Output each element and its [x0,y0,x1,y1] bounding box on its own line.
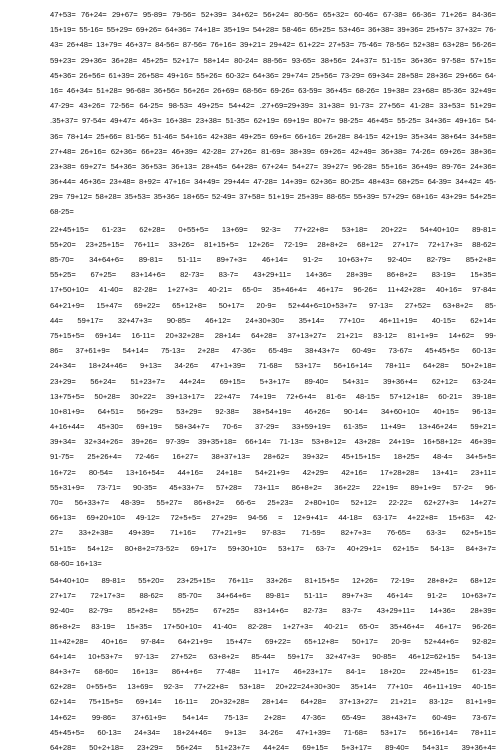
problem-row: 27= 33+2+38= 49+39= 71+16= 77+21+9= 97-83= 71-59= 82+7+3= 76-65= 63-3= 62+5+15= [50,528,496,538]
problem-row: 22+45+15= 61-23= 62+28= 0+55+5= 13+69= 92-3= 77+22+8= 53+18= 20+22= 54+40+10= 89-81= [50,224,496,234]
problem-row: 23+29= 56+24= 51+23+7= 44+24= 69+15= 5+3+17= 89-40= 54+31= 39+36+4= 62+12= 63-24= [50,376,496,386]
problem-row: 66+13= 69+20+10= 49-12= 72+5+5= 27+29= 94-56 = 12+9+41= 44-18= 63-17= 4+22+8= 15+63= 42- [50,513,496,523]
problem-row: 4+16+44= 45+30= 69+19= 58+34+7= 70-6= 37-29= 33+59+19= 61-35= 11+49= 13+46+24= 59+21= [50,422,496,432]
problem-row: 27+48= 26+16= 62+36= 66+23= 46+39= 42-28= 27+26= 81-69= 38+39= 69+26= 42+49= 36+38= 74-26= 69+26= 38+36= [50,146,496,156]
problem-row: 23+38= 69+27= 54+36= 36+53= 36+13= 28+45= 64+28= 67+24= 54+27= 39+27= 96-28= 55+16= 36+49= 89-76= 24+36= [50,161,496,171]
problem-row: 64+21+9= 15+47= 69+22= 65+12+8= 50+17= 20-9= 52+44+6=10+53+7= 97-13= 27+52= 63+8+2= 85- [50,300,496,310]
problem-row: 45+45+5= 60-13= 24+34= 18+24+46= 9+13= 34-26= 47+1+39= 71-68= 53+17= 56+16+14= 78+11= [50,727,496,737]
problem-row: 85-70= 34+64+6= 89-81= 51-11= 89+7+3= 46+14= 91-2= 10+63+7= 92-40= 82-79= 85+2+8= [50,255,496,264]
problem-block-1 [0,7,500,220]
problem-row: 68-60= 16+13= [50,558,102,568]
problem-row: 45+36= 26+56= 61+39= 26+58= 49+16= 55+26= 60-32= 64+36= 29+74= 25+56= 73-29= 69+34= 28+58= 28+36= 29+66= 64- [50,70,496,80]
problem-row: 24+34= 18+24+46= 9+13= 34-26= 47+1+39= 71-68= 53+17= 56+16+14= 78+11= 64+28= 50+2+18= [50,361,496,371]
problem-row: 62+14= 75+15+5= 69+14= 16-11= 20+32+28= 28+14= 64+28= 37+13+27= 21+21= 83-12= 81+1+9= [50,697,496,707]
problem-row: 68-25= [50,207,74,217]
problem-row: 92-40= 82-79= 85+2+8= 55+25= 67+25= 83+14+6= 82-73= 83-7= 43+29+11= 14+36= 28+39= [50,606,496,616]
problem-row: 27+17= 72+17+3= 88-62= 85-70= 34+64+6= 89-81= 51-11= 89+7+3= 46+14= 91-2= 10+63+7= [50,591,496,601]
problem-row: .35+37= 97-54= 49+47= 46+3= 16+38= 23+38= 51-35= 62+19= 69+19= 80+7= 98-25= 46+45= 55-25= 34+36= 49+16= 54- [50,116,496,126]
problem-row: 11+42+28= 40+16= 97-84= 64+21+9= 15+47= 69+22= 65+12+8= 50+17= 20-9= 52+44+6= 92-82= [50,636,496,646]
problem-row: 36= 78+14= 25+66= 81-56= 51-46= 54+16= 42+38= 49+25= 69+6= 66+16= 26+28= 84-15= 42+19= 35+34= 38+64= 34+58= [50,131,496,141]
problem-row: 86= 37+61+9= 54+14= 75-13= 2+28= 47-36= 65-49= 38+43+7= 60-49= 73-67= 45+45+5= 60-13= [50,346,496,356]
problem-row: 44= 59+17= 32+47+3= 90-85= 46+12= 24+30+30= 35+14= 77+10= 46+11+19= 40-15= 62+14= [50,315,496,325]
problem-row: 75+15+5= 69+14= 16-11= 20+32+28= 28+14= 64+28= 37+13+27= 21+21= 83-12= 81+1+9= 14+62= 99- [50,330,496,340]
problem-row: 29= 79+12= 58+28= 35+53= 35+36= 18+65= 52-49= 37+58= 51+19= 25+39= 88-65= 55+39= 57+29= 68+16= 43+29= 54+25= [50,192,496,202]
problem-row: 64+28= 50+2+18= 23+29= 56+24= 51+23+7= 44+24= 69+15= 5+3+17= 89-40= 54+31= 39+36+4= [50,743,496,752]
problem-row: 39+34= 32+34+26= 39+26= 97-39= 39+35+18= 66+14= 71-13= 53+8+12= 43+28= 24+19= 16+58+12= 46+39= [50,437,496,447]
problem-row: 17+50+10= 41-40= 82-28= 1+27+3= 40-21= 65-0= 35+46+4= 46+17= 96-26= 11+42+28= 40+16= 97-84= [50,285,496,295]
problem-row: 14+62= 99-86= 37+61+9= 54+14= 75-13= 2+28= 47-36= 65-49= 38+43+7= 60-49= 73-67= [50,712,496,722]
problem-row: 86+8+2= 83-19= 15+35= 17+50+10= 41-40= 82-28= 1+27+3= 40-21= 65-0= 35+46+4= 46+17= 96-26= [50,621,496,631]
problem-row: 36+44= 46+36= 23+48= 8+92= 47+16= 34+49= 29+44= 47-28= 14+39= 62+36= 80-25= 48+43= 68+25= 64-39= 34+42= 45- [50,177,496,187]
problem-row: 91-75= 25+26+4= 72-46= 16+27= 38+37+13= 28+62= 39+32= 45+15+15= 18+25= 48-4= 34+5+5= [50,452,496,462]
problem-row: 84+3+7= 68-60= 16+13= 86+4+6= 77-48= 11+17= 46+23+17= 84-1= 18+20= 22+45+15= 61-23= [50,667,496,677]
problem-row: 70= 56+33+7= 48-39= 55+27= 86+8+2= 66-6= 25+23= 2+80+10= 52+12= 22-22= 62+27+3= 14+27= [50,498,496,507]
problem-row: 55+31+9= 73-71= 90-35= 45+33+7= 57+28= 73+11= 86+8+2= 36+22= 22+19= 89+1+9= 57-2= 96- [50,482,496,492]
problem-row: 43= 26+48= 13+79= 46+37= 84-56= 87-56= 76+16= 39+21= 29+42= 61+22= 27+53= 75-46= 78-56= 52+38= 63+28= 56-26= [50,40,496,50]
problem-row: 16= 46+34= 51+28= 96-68= 36+56= 56+26= 26+69= 68-56= 69-26= 63-59= 36+45= 68-26= 19+38= 23+68= 85-36= 32+49= [50,85,496,95]
problem-row: 55+20= 23+25+15= 76+11= 33+26= 81+15+5= 12+26= 72-19= 28+8+2= 68+12= 27+17= 72+17+3= 88-62= [50,239,496,249]
problem-row: 13+75+5= 50+28= 30+22= 39+13+17= 22+47= 74+19= 72+6+4= 81-6= 48-15= 57+12+18= 60-21= 39-18= [50,391,496,401]
problem-row: 10+81+9= 64+51= 56+29= 53+29= 92-38= 38+54+19= 46+26= 90-14= 34+60+10= 40+15= 96-13= [50,406,496,416]
problem-row: 64+14= 10+53+7= 97-13= 27+52= 63+8+2= 85-44= 59+17= 32+47+3= 90-85= 46+12=62+15= 54-13= [50,651,496,661]
problem-row: 47-29= 43+26= 72-56= 64-25= 98-53= 49+25= 54+42= .27+69=29+39= 31+38= 91-73= 27+56= 41-28= 33+53= 51+29= [50,101,496,111]
problem-row: 47+53= 76+24= 29+67= 95-89= 79-56= 52+39= 34+62= 56+24= 80-56= 65+32= 60-46= 67-38= 66-36= 71+26= 84-36= [50,10,496,19]
problem-row: 62+28= 0+55+5= 13+69= 92-3= 77+22+8= 53+18= 20+22=24+30+30= 35+14= 77+10= 46+11+19= 40-15= [50,682,496,692]
problem-block-2 [0,222,500,571]
problem-row: 54+40+10= 89-81= 55+20= 23+25+15= 76+11= 33+26= 81+15+5= 12+26= 72-19= 28+8+2= 68+12= [50,575,496,585]
problem-block-3 [0,573,500,755]
problem-row: 59+23= 29+36= 36+28= 45+25= 52+17= 58+14= 80-24= 88-56= 93-65= 38+56= 24+37= 51-15= 36+36= 97-58= 57+15= [50,55,496,65]
problem-row: 15+19= 55-16= 55+29= 69+26= 64+36= 74+18= 35+19= 54+28= 58-46= 65+25= 53+46= 36+38= 39+36= 25+57= 37+32= 76- [50,25,496,35]
problem-row: 16+72= 80-54= 13+16+54= 44+16= 24+18= 54+21+9= 42+29= 42+16= 17+28+28= 13+41= 23+11= [50,467,496,477]
problem-row: 51+15= 54+12= 80+8+2=73-52= 69+17= 59+30+10= 53+17= 63-7= 40+29+1= 62+15= 54-13= 84+3+7= [50,543,496,553]
problem-row: 55+25= 67+25= 83+14+6= 82-73= 83-7= 43+29+11= 14+36= 28+39= 86+8+2= 83-19= 15+35= [50,270,496,280]
